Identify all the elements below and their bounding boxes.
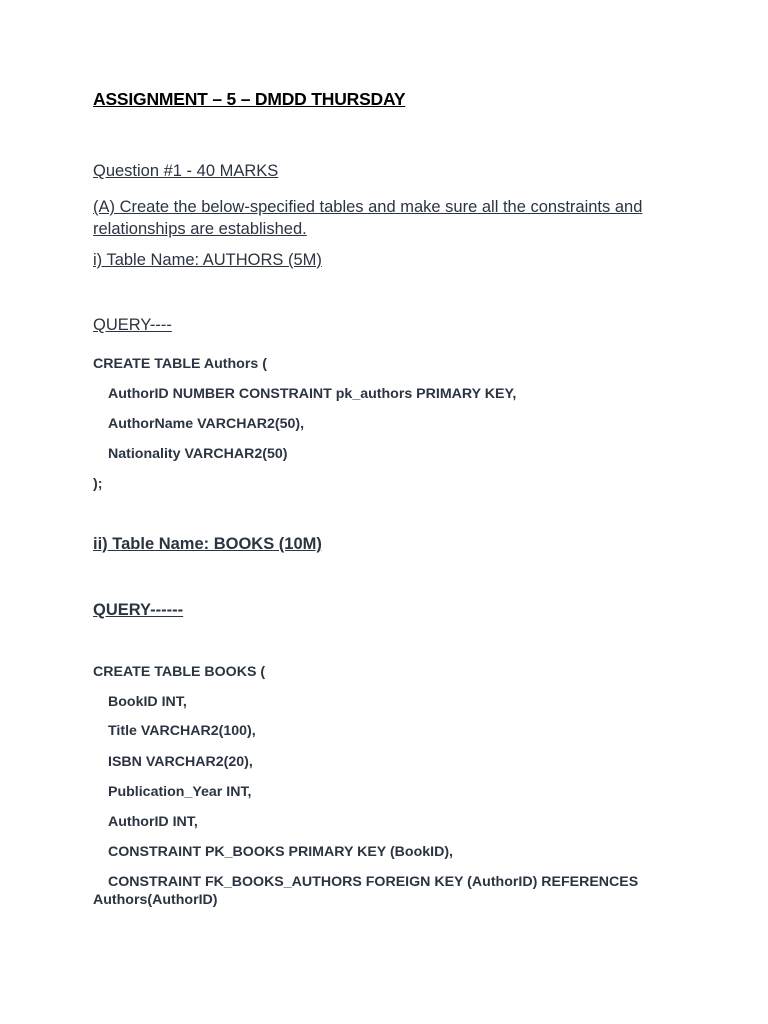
question-label: Question #1 - 40 MARKS bbox=[93, 162, 279, 180]
table2-code-line: Title VARCHAR2(100), bbox=[108, 723, 256, 739]
table2-code-line: BookID INT, bbox=[108, 694, 187, 710]
table2-code-line: CONSTRAINT FK_BOOKS_AUTHORS FOREIGN KEY (AuthorID) REFERENCES bbox=[108, 874, 639, 890]
table2-code-line: Authors(AuthorID) bbox=[93, 892, 218, 908]
table1-code-line: CREATE TABLE Authors ( bbox=[93, 356, 267, 372]
table1-heading: i) Table Name: AUTHORS (5M) bbox=[93, 251, 322, 269]
question-part-a: (A) Create the below-specified tables and make sure all the constraints and relationships are established. bbox=[93, 198, 643, 238]
table2-code-line: CONSTRAINT PK_BOOKS PRIMARY KEY (BookID), bbox=[108, 844, 453, 860]
table2-heading: ii) Table Name: BOOKS (10M) bbox=[93, 535, 322, 553]
table1-code-line: ); bbox=[93, 476, 103, 492]
table2-code-line: ISBN VARCHAR2(20), bbox=[108, 754, 253, 770]
document-title: ASSIGNMENT – 5 – DMDD THURSDAY bbox=[93, 89, 406, 109]
table1-code-line: Nationality VARCHAR2(50) bbox=[108, 446, 288, 462]
table1-code-line: AuthorName VARCHAR2(50), bbox=[108, 416, 305, 432]
table2-query-label: QUERY------ bbox=[93, 601, 184, 619]
table1-code-line: AuthorID NUMBER CONSTRAINT pk_authors PRIMARY KEY, bbox=[108, 386, 517, 402]
table2-code-line: AuthorID INT, bbox=[108, 814, 198, 830]
table2-code-line: CREATE TABLE BOOKS ( bbox=[93, 664, 266, 680]
table1-query-label: QUERY---- bbox=[93, 316, 172, 334]
table2-code-line: Publication_Year INT, bbox=[108, 784, 252, 800]
